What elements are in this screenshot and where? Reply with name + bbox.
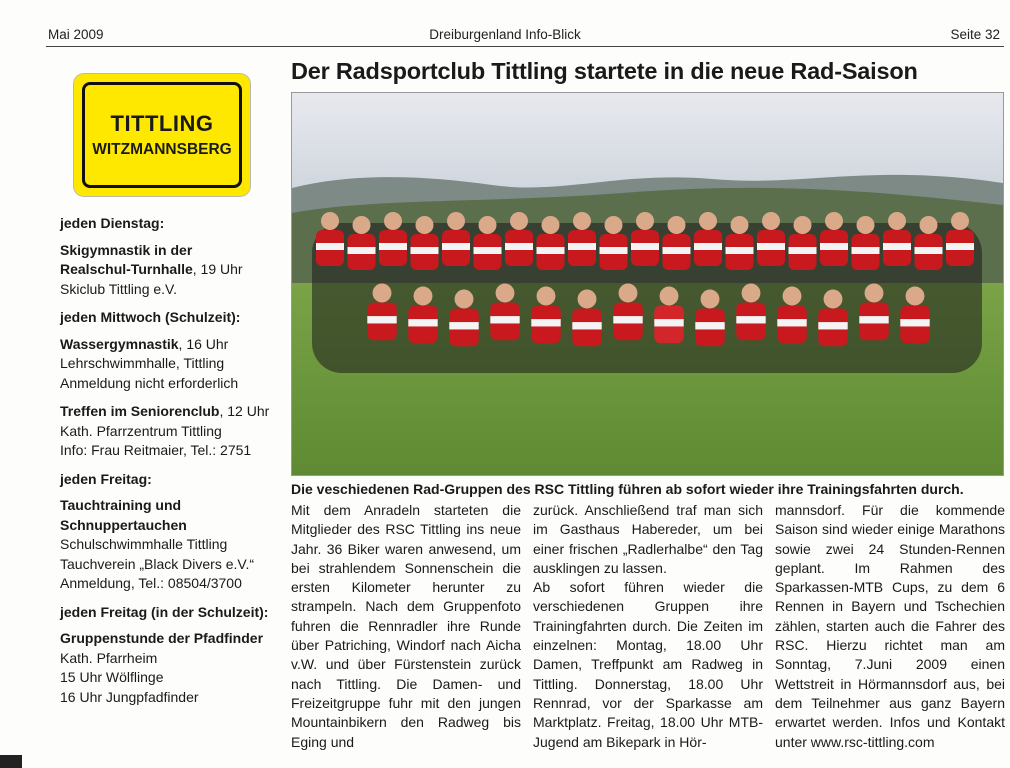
event-heading-friday-school: jeden Freitag (in der Schulzeit): bbox=[60, 603, 269, 620]
event-friday bbox=[60, 496, 285, 594]
town-sign-line1: TITTLING bbox=[110, 111, 214, 136]
photo-caption: Die veschiedenen Rad-Gruppen des RSC Tittling führen ab sofort wieder ihre Trainingsfahrten durch. bbox=[291, 481, 964, 497]
event-location: Lehrschwimmhalle, Tittling bbox=[60, 355, 225, 371]
publication-title: Dreiburgenland Info-Blick bbox=[429, 27, 581, 42]
event-time: 15 Uhr Wölflinge bbox=[60, 669, 164, 685]
page-number: Seite 32 bbox=[950, 27, 1000, 42]
issue-date: Mai 2009 bbox=[48, 27, 104, 42]
event-time: , 12 Uhr bbox=[219, 403, 270, 419]
event-senior bbox=[60, 402, 285, 461]
event-title-line bbox=[60, 335, 285, 355]
event-title: Skigymnastik in der bbox=[60, 241, 193, 258]
event-title: Realschul-Turnhalle bbox=[60, 261, 193, 277]
event-note: Anmeldung nicht erforderlich bbox=[60, 374, 239, 391]
event-location: Kath. Pfarrzentrum Tittling bbox=[60, 422, 222, 439]
article-column-3 bbox=[775, 501, 1005, 752]
header-rule bbox=[46, 46, 1004, 47]
article-column-1 bbox=[291, 501, 521, 752]
event-friday-school bbox=[60, 629, 285, 707]
event-title: Wassergymnastik bbox=[60, 335, 179, 352]
event-title-line bbox=[60, 260, 285, 280]
event-title: Tauchtraining und bbox=[60, 497, 182, 513]
article-column-2 bbox=[533, 501, 763, 752]
event-contact: Info: Frau Reitmaier, Tel.: 2751 bbox=[60, 442, 252, 458]
event-time: , 16 Uhr bbox=[178, 335, 229, 352]
town-sign-line2: WITZMANNSBERG bbox=[92, 141, 232, 158]
event-title-line bbox=[60, 402, 285, 422]
scan-edge-mark bbox=[0, 755, 22, 768]
event-heading-tuesday: jeden Dienstag: bbox=[60, 215, 165, 231]
paragraph: zurück. Anschließend traf man sich im Gasthaus Habereder, um bei einer frischen „Radlerhalbe“ den Tag ausklingen zu lassen. bbox=[533, 502, 763, 576]
event-organizer: Tauchverein „Black Divers e.V.“ bbox=[60, 555, 255, 572]
event-title: Schnuppertauchen bbox=[60, 516, 187, 533]
event-time: 16 Uhr Jungpfadfinder bbox=[60, 688, 199, 705]
event-heading-friday: jeden Freitag: bbox=[60, 470, 152, 487]
event-location: Schulschwimmhalle Tittling bbox=[60, 536, 228, 552]
event-organizer: Skiclub Tittling e.V. bbox=[60, 280, 177, 297]
paragraph: Ab sofort führen wieder die verschiedenen Gruppen ihre Trainingfahrten durch. Die Zeiten im einzelnen: Montag, 18.00 Uhr Damen, Treffpunkt am Radweg in Tittling. Donnerstag, 18.00 Uhr Rennrad, vor der Sparkasse am Marktplatz. Freitag, 18.00 Uhr MTB-Jugend am Bikepark in Hör- bbox=[533, 579, 763, 750]
event-time: , 19 Uhr bbox=[192, 261, 243, 277]
event-contact: Anmeldung, Tel.: 08504/3700 bbox=[60, 575, 242, 591]
town-sign-frame bbox=[82, 82, 242, 188]
event-wednesday bbox=[60, 335, 285, 394]
paragraph: Mit dem Anradeln starteten die Mitglieder des RSC Tittling ins neue Jahr. 36 Biker waren anwesend, um bei strahlendem Sonnenschein die ersten Kilometer herunter zu strampeln. Nach dem Gruppenfoto fuhren die Rennradler ihre Runde über Patriching, Windorf nach Aicha v.W. und über Fürstenstein zurück nach Tittling. Die Damen- und Freizeitgruppe fuhr mit den jungen Mountainbikern den Radweg bis Eging und bbox=[291, 502, 521, 750]
event-location: Kath. Pfarrheim bbox=[60, 649, 158, 666]
event-heading-wednesday: jeden Mittwoch (Schulzeit): bbox=[60, 309, 241, 325]
event-tuesday bbox=[60, 241, 285, 300]
paragraph: mannsdorf. Für die kommende Saison sind wieder einige Marathons sowie zwei 24 Stunden-Rennen geplant. Im Rahmen des Sparkassen-MTB Cups, zu dem 6 Rennen in Bayern und Tschechien zählen, starten auch die Fahrer des RSC. Hierzu richtet man am Sonntag, 7.Juni 2009 einen Wettstreit in Hörmannsdorf aus, bei dem Teilnehmer aus ganz Bayern erwartet werden. Infos und Kontakt unter www.rsc-tittling.com bbox=[775, 502, 1005, 750]
event-listings bbox=[60, 214, 285, 716]
town-sign bbox=[74, 74, 250, 196]
group-photo bbox=[291, 92, 1004, 476]
article-headline: Der Radsportclub Tittling startete in die neue Rad-Saison bbox=[291, 58, 918, 84]
event-title: Treffen im Seniorenclub bbox=[60, 403, 220, 419]
event-title: Gruppenstunde der Pfadfinder bbox=[60, 630, 264, 646]
